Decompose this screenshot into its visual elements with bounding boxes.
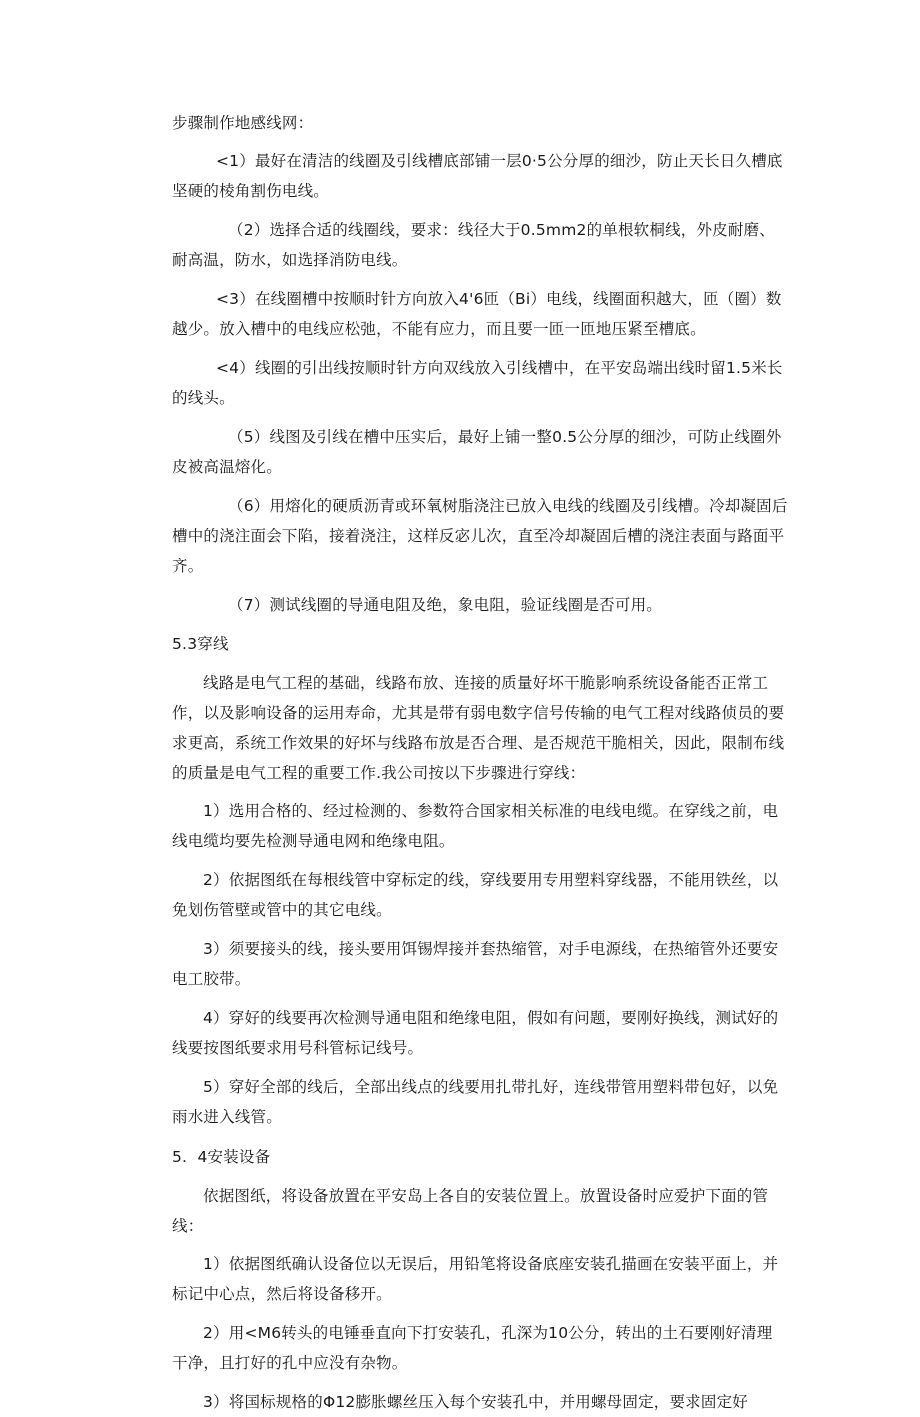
section-5-3-paragraph: 线路是电气工程的基础，线路布放、连接的质量好坏干脆影响系统设备能否正常工作，以及影响设备的运用寿命，尤其是带有弱电数字信号传输的电气工程对线路侦员的要求更高，系统工作效果的好坏与线路布放是否合理、是否规范干脆相关，因此，限制布线的质量是电气工程的重要工作.我公司按以下步骤进行穿线： [172,674,785,782]
loop-step-4: <4）线圈的引出线按顺时针方向双线放入引线槽中，在平安岛端出线时留1.5米长的线头。 [172,359,783,407]
loop-step-6: （6）用熔化的硬质沥青或环氧树脂浇注已放入电线的线圈及引线槽。冷却凝固后槽中的浇注面会下陷，接着浇注，这样反宓儿次，直至冷却凝固后槽的浇注表面与路面平齐。 [172,497,788,575]
install-step-1: 1）依据图纸确认设备位以无误后，用铅笔将设备底座安装孔描画在安装平面上，并标记中心点，然后将设备移开。 [172,1255,779,1303]
document-body [172,108,788,1417]
section-5-4-heading: 5. 4安装设备 [172,1148,271,1166]
wiring-step-4: 4）穿好的线要再次检测导通电阻和绝缘电阻，假如有问题，要刚好换线，测试好的线要按图纸要求用号科管标记线号。 [172,1009,779,1057]
install-step-3: 3）将国标规格的Φ12膨胀螺丝压入每个安装孔中，并用螺母固定，要求固定好 [203,1393,748,1411]
wiring-step-5: 5）穿好全部的线后，全部出线点的线要用扎带扎好，连线带管用塑料带包好，以免雨水进入线管。 [172,1078,779,1126]
install-step-2: 2）用<M6转头的电锤垂直向下打安装孔，孔深为10公分，转出的土石要刚好清理干净，且打好的孔中应没有杂物。 [172,1324,773,1372]
section-5-4-paragraph: 依据图纸，将设备放置在平安岛上各自的安装位置上。放置设备时应爱护下面的管线： [172,1187,769,1235]
intro-heading: 步骤制作地感线网： [172,114,314,132]
section-5-3-heading: 5.3穿线 [172,635,229,653]
loop-step-5: （5）线图及引线在槽中压实后，最好上铺一整0.5公分厚的细沙，可防止线圈外皮被高温熔化。 [172,428,782,476]
wiring-step-1: 1）选用合格的、经过检测的、参数符合国家相关标准的电线电缆。在穿线之前，电线电缆均要先检测导通电网和绝缘电阻。 [172,802,779,850]
wiring-step-2: 2）依据图纸在每根线管中穿标定的线，穿线要用专用塑料穿线器，不能用铁丝，以免划伤管壁或管中的其它电线。 [172,871,779,919]
loop-step-1: <1）最好在清洁的线圈及引线槽底部铺一层0·5公分厚的细沙，防止天长日久槽底坚硬的棱角割伤电线。 [172,152,783,200]
loop-step-3: <3）在线圈槽中按顺时针方向放入4'6匝（Bi）电线，线圈面积越大，匝（圈）数越少。放入槽中的电线应松弛，不能有应力，而且要一匝一匝地压紧至槽底。 [172,290,782,338]
loop-step-7: （7）测试线圈的导通电阻及绝，象电阻，验证线圈是否可用。 [228,596,662,614]
loop-step-2: （2）选择合适的线圈线，要求：线径大于0.5mm2的单根软桐线，外皮耐磨、耐高温，防水，如选择消防电线。 [172,221,775,269]
wiring-step-3: 3）须要接头的线，接头要用饵锡焊接并套热缩管，对手电源线，在热缩管外还要安电工胶带。 [172,940,779,988]
